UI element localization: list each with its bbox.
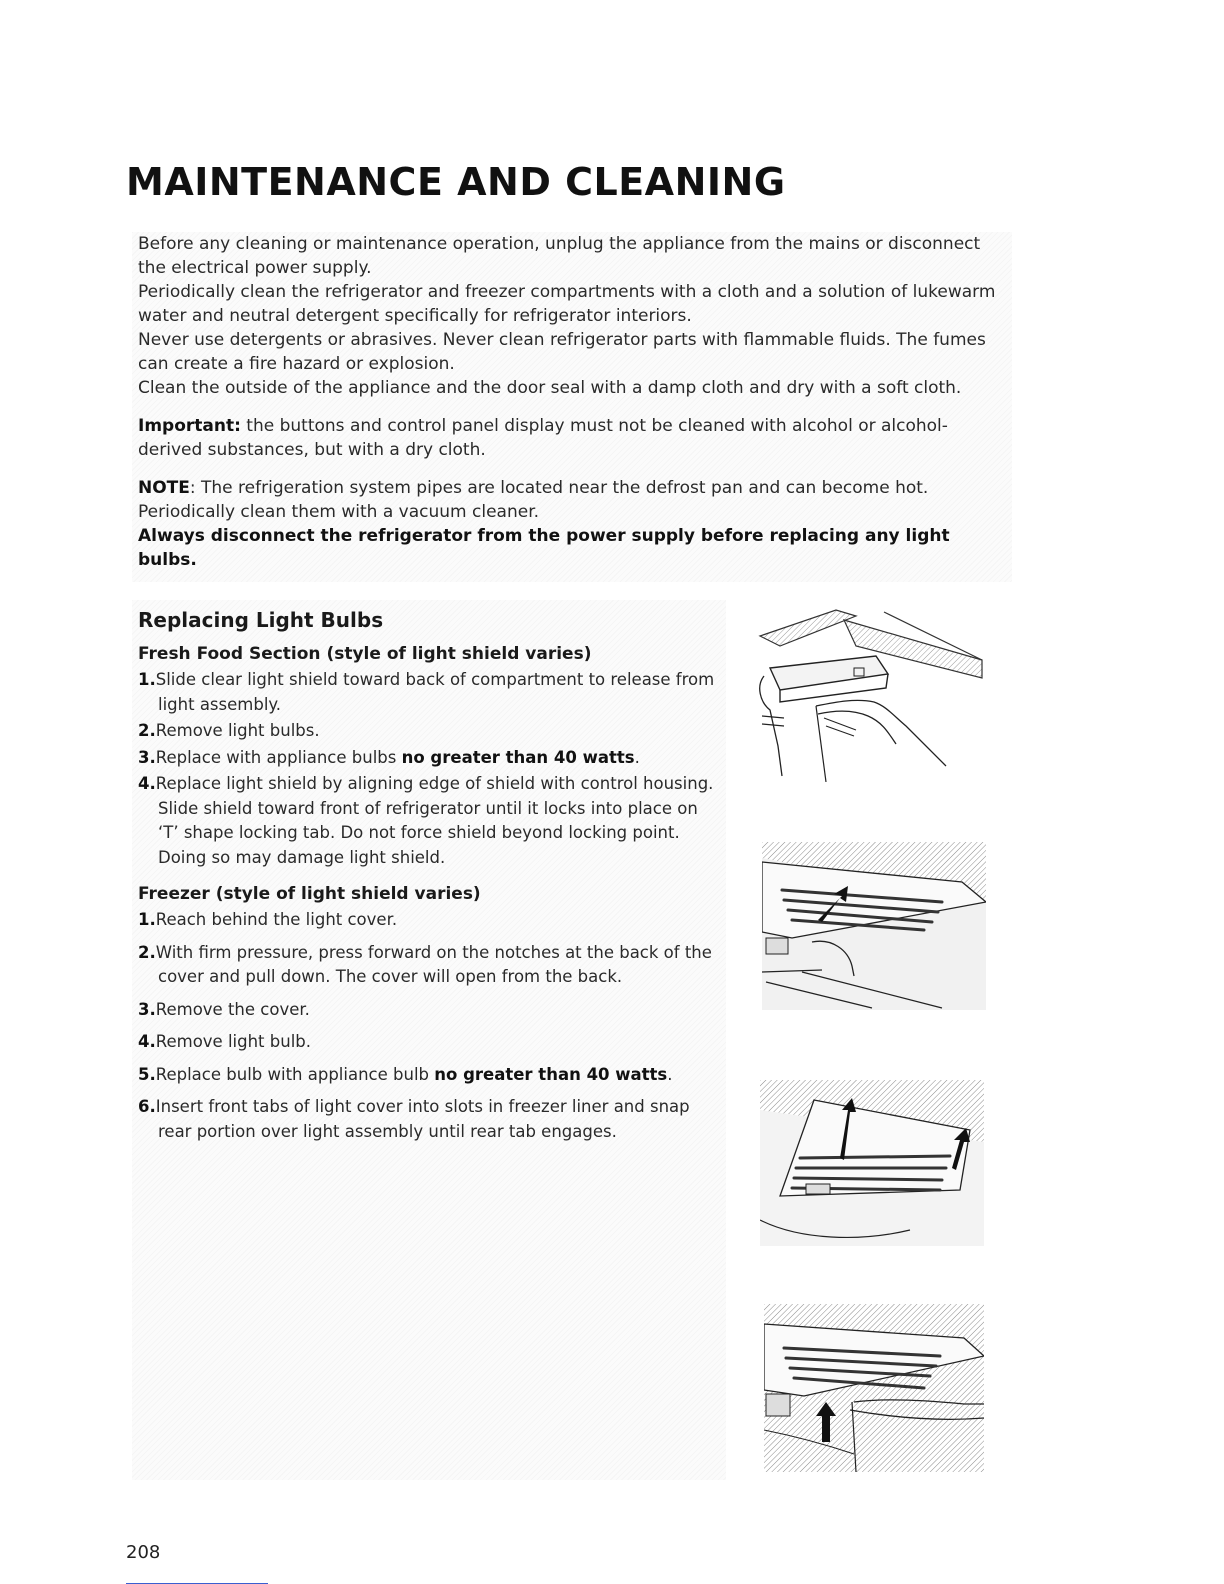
step-item — [138, 1095, 720, 1144]
step-number: 4. — [138, 1032, 156, 1051]
step-tail: . — [667, 1064, 673, 1084]
step-number: 1. — [138, 910, 156, 929]
step-number: 3. — [138, 999, 156, 1019]
important-text: the buttons and control panel display must not be cleaned with alcohol or alcohol-derived substances, but with a dry cloth. — [138, 416, 948, 460]
step-item — [138, 908, 720, 933]
page-title: MAINTENANCE AND CLEANING — [126, 160, 786, 204]
step-text: Replace light shield by aligning edge of shield with control housing. Slide shield toward front of refrigerator until it locks into place on ‘T’ shape locking tab. Do not force shield beyond locking point. Doing so may damage light shield. — [155, 774, 714, 867]
step-text: With firm pressure, press forward on the notches at the back of the cover and pull down. The cover will open from the back. — [155, 942, 712, 986]
step-number: 4. — [138, 774, 156, 793]
section-heading: Replacing Light Bulbs — [138, 608, 384, 632]
note-text: : The refrigeration system pipes are located near the defrost pan and can become hot. Periodically clean them with a vacuum cleaner. — [138, 478, 929, 522]
step-number: 5. — [138, 1064, 156, 1084]
step-item — [138, 998, 720, 1023]
step-text: Remove the cover. — [155, 999, 310, 1019]
step-text: Replace bulb with appliance bulb — [155, 1064, 435, 1084]
freezer-cover-open-illustration — [760, 1080, 984, 1246]
step-bold: no greater than 40 watts — [434, 1064, 668, 1084]
intro-paragraph: Periodically clean the refrigerator and freezer compartments with a cloth and a solution of lukewarm water and neutral detergent specifically for refrigerator interiors. — [138, 282, 996, 326]
fresh-food-heading: Fresh Food Section (style of light shield varies) — [138, 644, 592, 664]
warning-text: Always disconnect the refrigerator from the power supply before replacing any light bulbs. — [138, 526, 950, 570]
step-number: 2. — [138, 942, 156, 962]
step-item — [138, 1030, 720, 1055]
important-paragraph — [138, 414, 1006, 462]
fresh-food-shield-illustration — [756, 606, 986, 782]
intro-paragraph: Clean the outside of the appliance and the door seal with a damp cloth and dry with a soft cloth. — [138, 378, 962, 398]
step-number: 3. — [138, 747, 156, 767]
step-item — [138, 772, 720, 870]
step-text: Remove light bulb. — [155, 1032, 312, 1051]
note-label: NOTE — [138, 478, 190, 498]
step-item — [138, 1063, 720, 1088]
freezer-cover-install-illustration — [764, 1304, 984, 1472]
fresh-food-steps — [138, 668, 720, 870]
step-text: Reach behind the light cover. — [155, 910, 398, 929]
intro-paragraph: Before any cleaning or maintenance operation, unplug the appliance from the mains or disconnect the electrical power supply. — [138, 234, 981, 278]
step-text: Slide clear light shield toward back of compartment to release from light assembly. — [155, 670, 715, 714]
important-label: Important: — [138, 416, 241, 436]
intro-paragraph: Never use detergents or abrasives. Never clean refrigerator parts with flammable fluids. The fumes can create a fire hazard or explosion. — [138, 330, 986, 374]
step-bold: no greater than 40 watts — [401, 747, 635, 767]
step-item — [138, 668, 720, 717]
step-text: Remove light bulbs. — [155, 721, 320, 740]
intro-block — [132, 232, 1012, 582]
step-number: 1. — [138, 670, 156, 689]
freezer-cover-reach-illustration — [762, 842, 986, 1010]
warning-paragraph — [138, 524, 1006, 572]
page-number: 208 — [126, 1542, 161, 1563]
step-item — [138, 719, 720, 744]
step-item — [138, 746, 720, 771]
light-bulbs-section — [132, 600, 726, 1480]
freezer-steps — [138, 908, 720, 1144]
freezer-heading: Freezer (style of light shield varies) — [138, 884, 481, 904]
step-tail: . — [634, 747, 640, 767]
step-number: 6. — [138, 1097, 156, 1116]
note-paragraph — [138, 476, 1006, 524]
step-number: 2. — [138, 721, 156, 740]
step-text: Replace with appliance bulbs — [155, 747, 402, 767]
step-item — [138, 941, 720, 990]
step-text: Insert front tabs of light cover into slots in freezer liner and snap rear portion over light assembly until rear tab engages. — [155, 1097, 690, 1141]
